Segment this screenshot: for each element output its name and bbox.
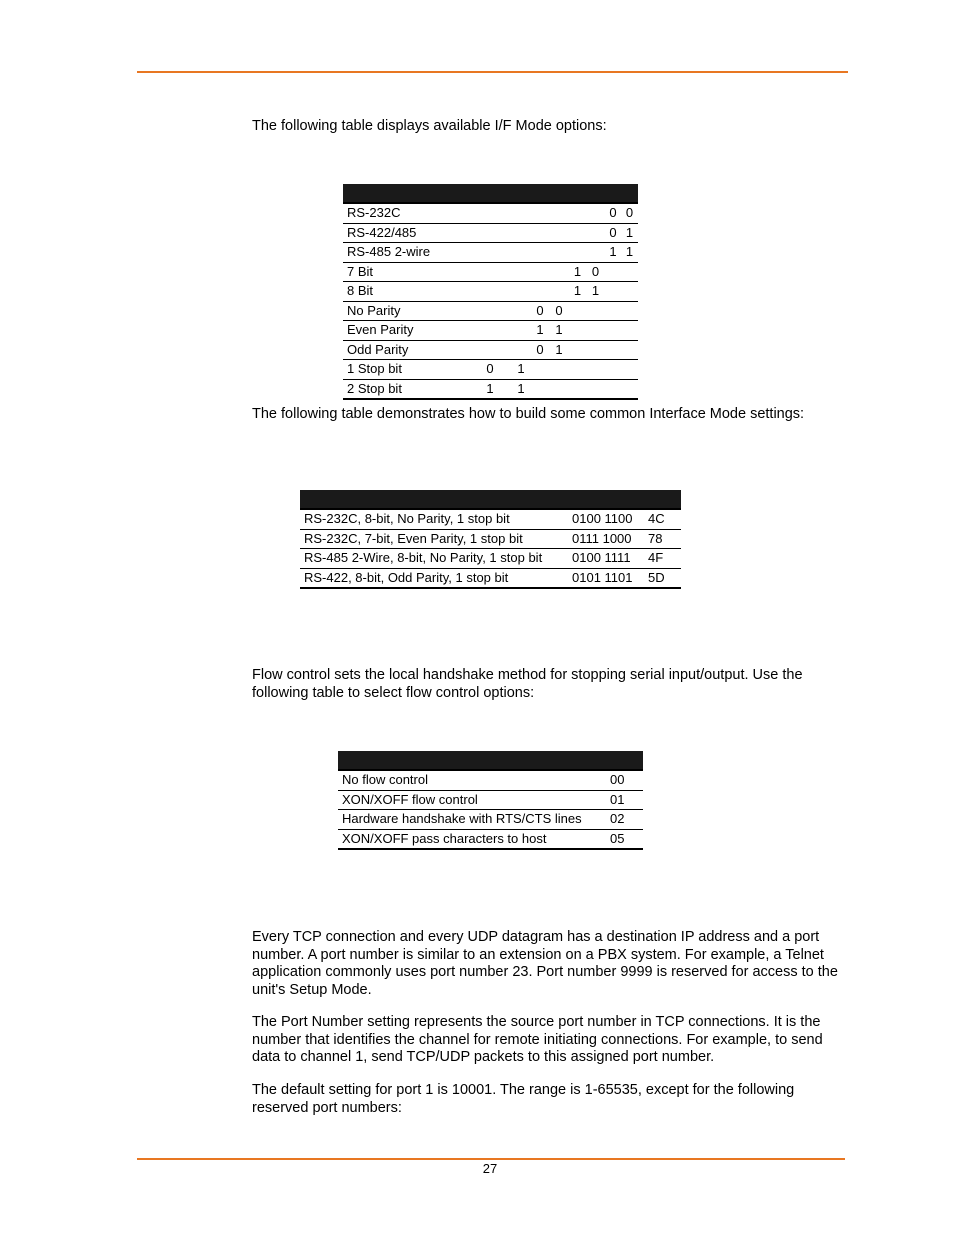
bit-value: 0	[549, 301, 569, 321]
setting-description: RS-485 2-Wire, 8-bit, No Parity, 1 stop bit	[300, 549, 568, 569]
bit-value	[549, 282, 569, 302]
bit-value	[569, 203, 586, 223]
bit-value	[621, 360, 638, 380]
table-row	[343, 301, 638, 321]
bit-value	[605, 321, 621, 341]
table-row	[300, 509, 681, 529]
flow-option: Hardware handshake with RTS/CTS lines	[338, 810, 606, 830]
option-label: 1 Stop bit	[343, 360, 469, 380]
bit-value	[621, 301, 638, 321]
option-label: Even Parity	[343, 321, 469, 341]
bit-value: 0	[605, 203, 621, 223]
flow-option: No flow control	[338, 770, 606, 790]
bit-value	[531, 203, 549, 223]
bit-value	[511, 340, 531, 360]
setting-description: RS-232C, 7-bit, Even Parity, 1 stop bit	[300, 529, 568, 549]
bit-value: 1	[469, 379, 511, 399]
option-label: RS-232C	[343, 203, 469, 223]
bit-value: 1	[549, 340, 569, 360]
common-settings-table	[300, 490, 681, 589]
bit-value: 0	[469, 360, 511, 380]
bit-value	[605, 262, 621, 282]
hex-value: 5D	[644, 568, 681, 588]
bit-value	[549, 379, 569, 399]
bit-value: 1	[569, 282, 586, 302]
binary-value: 0111 1000	[568, 529, 644, 549]
bit-value	[605, 379, 621, 399]
bit-value	[569, 360, 586, 380]
ifmode-intro: The following table displays available I/F Mode options:	[252, 118, 607, 134]
hex-value: 78	[644, 529, 681, 549]
bit-value	[531, 223, 549, 243]
bit-value	[531, 360, 549, 380]
table-row	[343, 321, 638, 341]
bit-value	[549, 203, 569, 223]
footer-rule	[137, 1158, 845, 1160]
bit-value	[605, 282, 621, 302]
bit-value	[469, 301, 511, 321]
table-row	[300, 529, 681, 549]
bit-value	[531, 243, 549, 263]
bit-value	[511, 203, 531, 223]
bit-value	[586, 223, 605, 243]
bit-value	[586, 321, 605, 341]
hex-value: 4F	[644, 549, 681, 569]
bit-value	[469, 340, 511, 360]
bit-value: 1	[569, 262, 586, 282]
bit-value	[605, 340, 621, 360]
option-label: Odd Parity	[343, 340, 469, 360]
flow-code: 05	[606, 829, 643, 849]
bit-value: 1	[511, 360, 531, 380]
flow-code: 00	[606, 770, 643, 790]
table-row	[343, 340, 638, 360]
bit-value	[569, 321, 586, 341]
bit-value	[531, 379, 549, 399]
table-row	[338, 829, 643, 849]
bit-value	[469, 203, 511, 223]
bit-value: 0	[531, 340, 549, 360]
bit-value	[586, 379, 605, 399]
flow-option: XON/XOFF pass characters to host	[338, 829, 606, 849]
bit-value	[586, 243, 605, 263]
bit-value	[621, 321, 638, 341]
table-row	[338, 790, 643, 810]
bit-value	[605, 301, 621, 321]
bit-value	[469, 282, 511, 302]
bit-value	[569, 340, 586, 360]
flow-option: XON/XOFF flow control	[338, 790, 606, 810]
bit-value	[586, 360, 605, 380]
port-paragraph-3: The default setting for port 1 is 10001. The range is 1-65535, except for the following reserved port numbers:	[252, 1082, 795, 1116]
bit-value	[511, 321, 531, 341]
bit-value	[469, 321, 511, 341]
table-row	[343, 262, 638, 282]
table-row	[343, 379, 638, 399]
bit-value	[469, 243, 511, 263]
bit-value	[549, 223, 569, 243]
bit-value: 1	[621, 223, 638, 243]
bit-value	[586, 340, 605, 360]
table-row	[343, 360, 638, 380]
setting-description: RS-422, 8-bit, Odd Parity, 1 stop bit	[300, 568, 568, 588]
flow-header-row	[338, 751, 643, 770]
table-row	[338, 770, 643, 790]
bit-value	[469, 262, 511, 282]
bit-value	[549, 360, 569, 380]
bit-value	[531, 262, 549, 282]
bit-value	[511, 301, 531, 321]
binary-value: 0100 1100	[568, 509, 644, 529]
header-rule	[137, 71, 848, 73]
option-label: RS-485 2-wire	[343, 243, 469, 263]
table-row	[300, 568, 681, 588]
option-label: 8 Bit	[343, 282, 469, 302]
common-intro: The following table demonstrates how to build some common Interface Mode settings:	[252, 406, 805, 422]
bit-value: 1	[586, 282, 605, 302]
table-row	[343, 203, 638, 223]
bit-value	[569, 301, 586, 321]
table-row	[343, 223, 638, 243]
table-row	[343, 243, 638, 263]
hex-value: 4C	[644, 509, 681, 529]
bit-value	[511, 282, 531, 302]
bit-value	[469, 223, 511, 243]
bit-value	[511, 243, 531, 263]
bit-value	[531, 282, 549, 302]
ifmode-table	[343, 184, 638, 400]
bit-value	[605, 360, 621, 380]
binary-value: 0100 1111	[568, 549, 644, 569]
bit-value	[569, 379, 586, 399]
bit-value: 1	[511, 379, 531, 399]
option-label: 7 Bit	[343, 262, 469, 282]
bit-value	[621, 262, 638, 282]
bit-value: 0	[586, 262, 605, 282]
bit-value	[511, 223, 531, 243]
port-paragraph-1: Every TCP connection and every UDP datagram has a destination IP address and a port number. A port number is similar to an extension on a PBX system. For example, a Telnet application commonly uses port number 23. Port number 9999 is reserved for access to the unit's Setup Mode.	[252, 929, 838, 998]
page-number: 27	[482, 1161, 498, 1176]
port-paragraph-2: The Port Number setting represents the source port number in TCP connections. It is the number that identifies the channel for remote initiating connections. For example, to send data to channel 1, send TCP/UDP packets to this assigned port number.	[252, 1014, 823, 1065]
bit-value: 0	[531, 301, 549, 321]
option-label: No Parity	[343, 301, 469, 321]
setting-description: RS-232C, 8-bit, No Parity, 1 stop bit	[300, 509, 568, 529]
bit-value	[621, 340, 638, 360]
bit-value	[549, 243, 569, 263]
bit-value: 1	[549, 321, 569, 341]
table-row	[300, 549, 681, 569]
bit-value: 0	[621, 203, 638, 223]
flow-control-table	[338, 751, 643, 850]
bit-value: 1	[531, 321, 549, 341]
bit-value	[586, 301, 605, 321]
flow-code: 02	[606, 810, 643, 830]
bit-value	[621, 379, 638, 399]
ifmode-header-row	[343, 184, 638, 203]
table-row	[338, 810, 643, 830]
option-label: 2 Stop bit	[343, 379, 469, 399]
bit-value	[586, 203, 605, 223]
common-header-row	[300, 490, 681, 509]
bit-value	[569, 243, 586, 263]
flow-code: 01	[606, 790, 643, 810]
flow-intro: Flow control sets the local handshake method for stopping serial input/output. Use the following table to select flow control options:	[252, 667, 803, 701]
bit-value	[569, 223, 586, 243]
bit-value	[511, 262, 531, 282]
option-label: RS-422/485	[343, 223, 469, 243]
table-row	[343, 282, 638, 302]
bit-value	[621, 282, 638, 302]
bit-value	[549, 262, 569, 282]
bit-value: 0	[605, 223, 621, 243]
bit-value: 1	[621, 243, 638, 263]
binary-value: 0101 1101	[568, 568, 644, 588]
bit-value: 1	[605, 243, 621, 263]
